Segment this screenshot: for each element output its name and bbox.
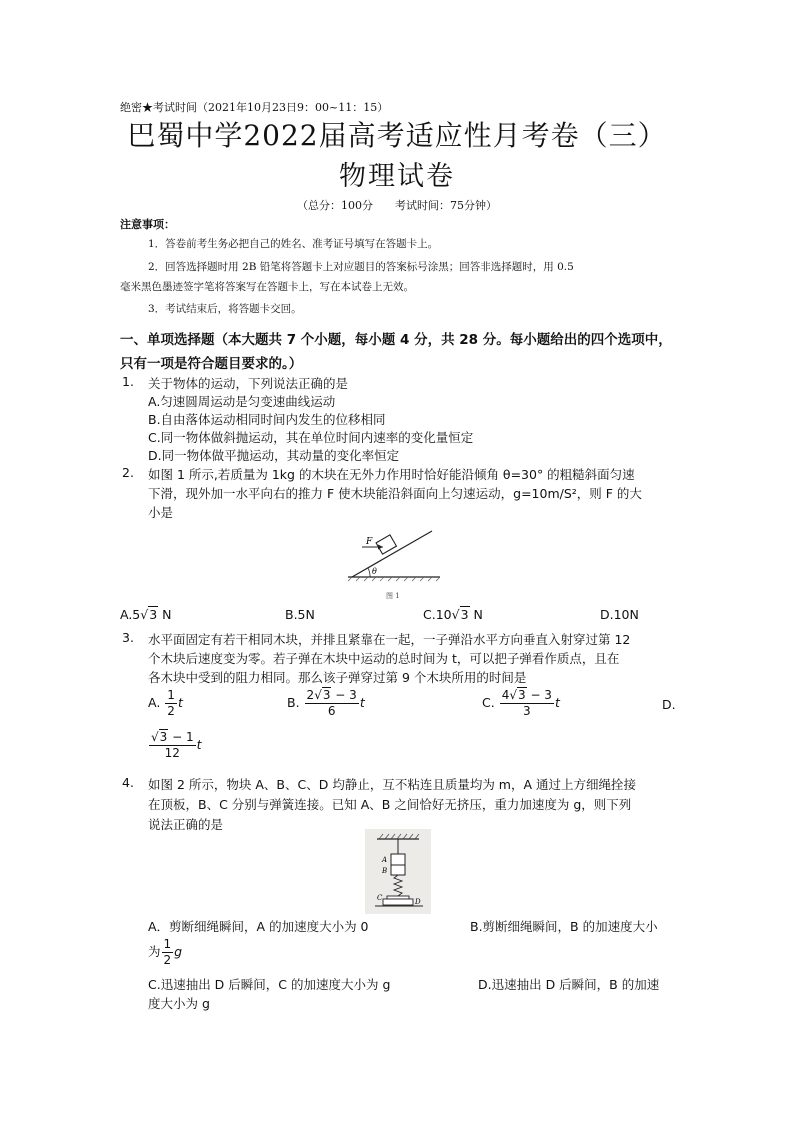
q2-number: 2. (122, 465, 134, 480)
q4-number: 4. (122, 775, 134, 790)
q3-option-a-fraction: $\frac{1}{2}$ (167, 688, 175, 718)
q4-option-b-prefix: 为 (148, 944, 161, 959)
q2-option-a-unit: N (158, 607, 172, 622)
note-2b: 毫米黑色墨迹签字笔将答案写在答题卡上，写在本试卷上无效。 (120, 281, 414, 293)
q3-option-d-t: t (196, 737, 202, 752)
q1-stem: 关于物体的运动，下列说法正确的是 (148, 376, 349, 391)
exam-title: 巴蜀中学2022届高考适应性月考卷（三） (127, 119, 667, 152)
figure-1-incline (340, 527, 450, 603)
exam-time-line: 绝密★考试时间（2021年10月23日9：00~11：15） (120, 101, 389, 114)
q3-option-c-fraction: $\frac{4√3 - 3}{3}$ (501, 688, 552, 718)
q1-option-b: B.自由落体运动相同时间内发生的位移相同 (148, 412, 386, 427)
figure-1-caption: 图 1 (386, 592, 400, 600)
figure-2-label-a: A (382, 856, 388, 864)
q2-option-c: C.10√3 N (423, 607, 483, 622)
q2-option-c-unit: N (469, 607, 483, 622)
notes-heading: 注意事项： (120, 218, 175, 231)
q3-option-d-label: D. (662, 697, 676, 712)
q3-option-a-t: t (177, 695, 183, 710)
q3-option-a-label: A. (148, 695, 161, 710)
q2-option-d: D.10N (600, 607, 639, 622)
q4-option-c: C.迅速抽出 D 后瞬间，C 的加速度大小为 g (148, 977, 391, 992)
figure-2-label-c: C (377, 894, 383, 902)
q4-option-d-line2: 度大小为 g (148, 996, 210, 1011)
exam-subject: 物理试卷 (339, 161, 455, 192)
note-1: 1．答卷前考生务必把自己的姓名、准考证号填写在答题卡上。 (148, 238, 439, 250)
q2-line3: 小是 (148, 505, 174, 520)
q3-option-d-fraction: $\frac{√3 - 1}{12}$ (151, 730, 194, 760)
q4-option-b-line1: B.剪断细绳瞬间，B 的加速度大小 (470, 919, 658, 934)
q2-option-b: B.5N (285, 607, 315, 622)
q3-number: 3. (122, 630, 134, 645)
q3-option-c-label: C. (482, 695, 495, 710)
figure-1-angle-label: θ (372, 567, 377, 576)
q3-option-b-label: B. (287, 695, 300, 710)
q4-option-d-line1: D.迅速抽出 D 后瞬间，B 的加速 (478, 977, 660, 992)
q2-option-c-coef: C.10 (423, 607, 452, 622)
q3-line2: 个木块后速度变为零。若子弹在木块中运动的总时间为 t，可以把子弹看作质点，且在 (148, 651, 620, 666)
q2-option-a-radicand: 3 (149, 607, 158, 622)
q3-option-d (148, 730, 202, 761)
q2-line1: 如图 1 所示,若质量为 1kg 的木块在无外力作用时恰好能沿倾角 θ=30° 的粗糙斜面匀速 (148, 467, 635, 482)
q2-option-c-radicand: 3 (460, 607, 469, 622)
q1-option-d: D.同一物体做平抛运动，其动量的变化率恒定 (148, 448, 400, 463)
q3-option-b-fraction: $\frac{2√3 - 3}{6}$ (306, 688, 357, 718)
q1-option-c: C.同一物体做斜抛运动，其在单位时间内速率的变化量恒定 (148, 430, 474, 445)
q4-option-b-g: g (174, 944, 183, 959)
q1-number: 1. (122, 374, 134, 389)
q3-option-a (148, 688, 183, 719)
q3-line1: 水平面固定有若干相同木块，并排且紧靠在一起，一子弹沿水平方向垂直入射穿过第 12 (148, 632, 631, 647)
q4-option-b-line2 (148, 937, 182, 968)
q4-line3: 说法正确的是 (148, 817, 224, 832)
q4-line1: 如图 2 所示，物块 A、B、C、D 均静止，互不粘连且质量均为 m，A 通过上方细绳拴接 (148, 777, 637, 792)
score-line: （总分：100分 考试时间：75分钟） (297, 199, 497, 212)
note-2a: 2．回答选择题时用 2B 铅笔将答题卡上对应题目的答案标号涂黑；回答非选择题时，用 0.5 (148, 261, 574, 273)
q2-line2: 下滑，现外加一水平向右的推力 F 使木块能沿斜面向上匀速运动，g=10m/S²，则 F 的大 (148, 486, 642, 501)
figure-1-force-label: F (366, 537, 373, 547)
note-3: 3．考试结束后，将答题卡交回。 (148, 303, 302, 315)
section-heading-line1: 一、单项选择题（本大题共 7 个小题，每小题 4 分，共 28 分。每小题给出的四个选项中， (120, 332, 672, 348)
q3-option-b-t: t (359, 695, 365, 710)
q2-option-a: A.5√3 N (120, 607, 172, 622)
q4-option-a: A．剪断细绳瞬间，A 的加速度大小为 0 (148, 919, 369, 934)
section-heading-line2: 只有一项是符合题目要求的。） (120, 356, 303, 372)
q3-option-c-t: t (554, 695, 560, 710)
figure-2-spring-blocks (365, 829, 431, 914)
figure-2-label-b: B (382, 867, 388, 875)
q3-line3: 各木块中受到的阻力相同。那么该子弹穿过第 9 个木块所用的时间是 (148, 670, 527, 685)
q3-option-c (482, 688, 560, 719)
q1-option-a: A.匀速圆周运动是匀变速曲线运动 (148, 394, 336, 409)
q4-option-b-fraction: $\frac{1}{2}$ (163, 937, 172, 967)
figure-2-label-d: D (415, 898, 421, 906)
q4-line2: 在顶板，B、C 分别与弹簧连接。已知 A、B 之间恰好无挤压，重力加速度为 g，则下列 (148, 797, 632, 812)
q3-option-b (287, 688, 365, 719)
q2-option-a-coef: A.5 (120, 607, 141, 622)
